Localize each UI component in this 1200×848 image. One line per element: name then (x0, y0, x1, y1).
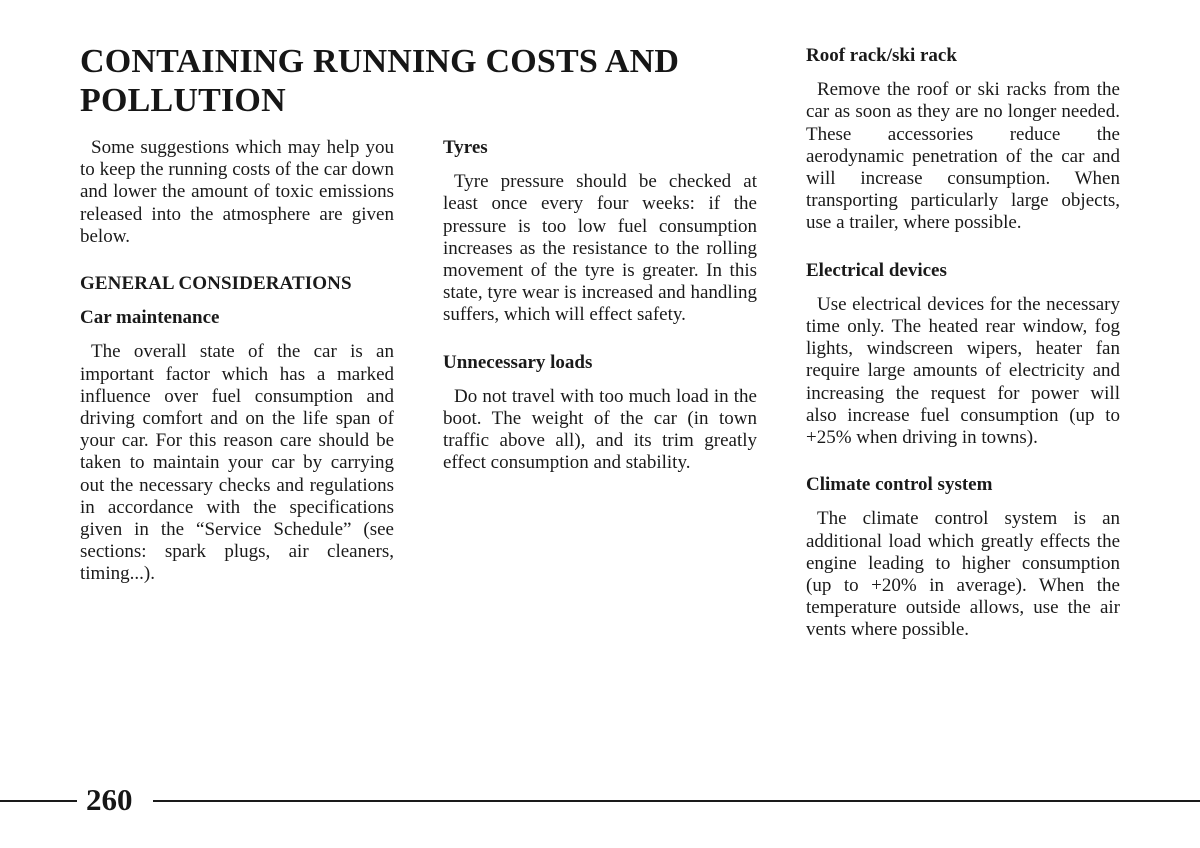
tyres-body: Tyre pressure should be checked at least once every four weeks: if the pressure is too low fuel consumption increases as the resistance to the rolling movement of the tyre is greater. In this state, tyre wear is increased and handling suffers, which will effect safety. (443, 171, 757, 326)
page-number: 260 (86, 782, 133, 817)
unnecessary-loads-heading: Unnecessary loads (443, 351, 593, 373)
unnecessary-loads-body: Do not travel with too much load in the boot. The weight of the car (in town traffic above all), and its trim greatly effect consumption and stability. (443, 385, 757, 474)
car-maintenance-heading: Car maintenance (80, 307, 220, 329)
tyres-heading: Tyres (443, 137, 488, 158)
roof-rack-heading: Roof rack/ski rack (806, 45, 957, 66)
roof-rack-body: Remove the roof or ski racks from the car as soon as they are no longer needed. These accessories reduce the aerodynamic penetration of the car and will increase consumption. When transporting particularly large objects, use a trailer, where possible. (806, 79, 1120, 234)
electrical-devices-heading: Electrical devices (806, 259, 947, 281)
climate-control-body: The climate control system is an additional load which greatly effects the engine leading to higher consumption (up to +20% in average). When the temperature outside allows, use the air vents where possible. (806, 508, 1120, 641)
general-considerations-heading: GENERAL CONSIDERATIONS (80, 273, 352, 295)
page-title: CONTAINING RUNNING COSTS AND POLLUTION (80, 43, 680, 119)
footer-rule-left (0, 800, 77, 802)
column-left (80, 137, 394, 586)
column-middle (443, 137, 757, 475)
climate-control-heading: Climate control system (806, 474, 993, 496)
footer-rule-right (153, 800, 1200, 802)
page-footer (0, 780, 1200, 820)
electrical-devices-body: Use electrical devices for the necessary time only. The heated rear window, fog lights, windscreen wipers, heater fan require large amounts of electricity and increasing the request for power will also increase fuel consumption (up to +25% when driving in towns). (806, 293, 1120, 449)
car-maintenance-body: The overall state of the car is an important factor which has a marked influence over fuel consumption and driving comfort and on the life span of your car. For this reason care should be taken to maintain your car by carrying out the necessary checks and regulations in accordance with the specifications given in the “Service Schedule” (see sections: spark plugs, air cleaners, timing...). (80, 341, 394, 585)
intro-paragraph: Some suggestions which may help you to keep the running costs of the car down and lower the amount of toxic emissions released into the atmosphere are given below. (80, 137, 394, 247)
column-right (806, 45, 1120, 642)
